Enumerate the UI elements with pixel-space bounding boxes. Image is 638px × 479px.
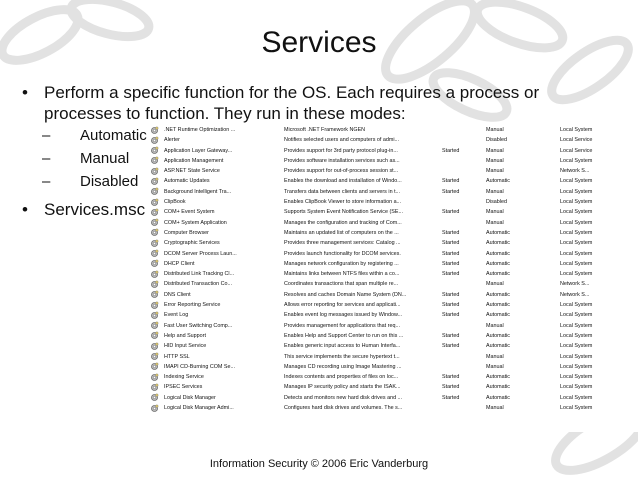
service-row [150, 135, 638, 145]
service-name: COM+ System Application [164, 219, 227, 226]
bullet-dot: • [22, 200, 28, 219]
service-status: Started [442, 384, 460, 391]
service-status: Started [442, 312, 460, 319]
service-row [150, 218, 638, 228]
service-description: Provides support for 3rd party protocol plug-in... [284, 147, 398, 154]
sub-bullet-dash: – [42, 173, 51, 190]
service-row [150, 362, 638, 372]
service-log-on-as: Network S... [560, 168, 590, 175]
service-status: Started [442, 302, 460, 309]
service-row [150, 290, 638, 300]
service-description: Provides launch functionality for DCOM services. [284, 250, 401, 257]
service-name: Error Reporting Service [164, 302, 221, 309]
service-description: Notifies selected users and computers of admi... [284, 137, 400, 144]
service-description: Supports System Event Notification Service (SE... [284, 209, 403, 216]
service-row [150, 403, 638, 413]
service-startup-type: Manual [486, 209, 504, 216]
service-log-on-as: Local System [560, 188, 593, 195]
gear-icon [150, 393, 159, 402]
service-name: Computer Browser [164, 229, 209, 236]
service-startup-type: Automatic [486, 229, 510, 236]
service-status: Started [442, 394, 460, 401]
service-log-on-as: Local System [560, 229, 593, 236]
service-log-on-as: Local Service [560, 147, 593, 154]
service-name: IMAPI CD-Burning COM Se... [164, 363, 235, 370]
service-name: Logical Disk Manager [164, 394, 216, 401]
service-log-on-as: Local System [560, 384, 593, 391]
services-list-screenshot [150, 125, 638, 432]
service-startup-type: Automatic [486, 250, 510, 257]
service-status: Started [442, 291, 460, 298]
service-name: Cryptographic Services [164, 240, 220, 247]
sub-bullet-text: Manual [80, 150, 130, 167]
bullet-dot: • [22, 83, 28, 102]
service-log-on-as: Local System [560, 312, 593, 319]
service-name: Automatic Updates [164, 178, 210, 185]
gear-icon [150, 362, 159, 371]
service-name: .NET Runtime Optimization ... [164, 127, 236, 133]
service-startup-type: Automatic [486, 384, 510, 391]
service-startup-type: Automatic [486, 178, 510, 185]
gear-icon [150, 259, 159, 268]
service-description: This service implements the secure hypertext t... [284, 353, 400, 360]
service-name: ASP.NET State Service [164, 168, 220, 175]
service-row [150, 166, 638, 176]
gear-icon [150, 321, 159, 330]
service-startup-type: Automatic [486, 332, 510, 339]
service-description: Resolves and caches Domain Name System (DN... [284, 291, 407, 298]
service-startup-type: Disabled [486, 199, 507, 206]
service-name: Indexing Service [164, 374, 204, 381]
gear-icon [150, 177, 159, 186]
sub-bullet-dash: – [42, 127, 51, 144]
service-row [150, 279, 638, 289]
bullet-text: Perform a specific function for the OS. Each requires a process or processes to function. They run in these modes: [44, 83, 540, 123]
service-row [150, 156, 638, 166]
gear-icon [150, 311, 159, 320]
service-description: Provides management for applications that req... [284, 322, 400, 329]
service-startup-type: Automatic [486, 302, 510, 309]
service-name: Help and Support [164, 332, 206, 339]
service-name: ClipBook [164, 199, 186, 206]
service-name: DCOM Server Process Laun... [164, 250, 237, 257]
service-name: COM+ Event System [164, 209, 215, 216]
gear-icon [150, 187, 159, 196]
sub-bullet-text: Disabled [80, 173, 139, 190]
gear-icon [150, 136, 159, 145]
service-startup-type: Automatic [486, 374, 510, 381]
service-name: Distributed Transaction Co... [164, 281, 233, 288]
bullet-item [22, 82, 612, 124]
service-status: Started [442, 178, 460, 185]
service-log-on-as: Local System [560, 178, 593, 185]
service-log-on-as: Local System [560, 302, 593, 309]
service-startup-type: Manual [486, 281, 504, 288]
service-row [150, 259, 638, 269]
service-description: Manages IP security policy and starts the ISAK... [284, 384, 401, 391]
service-log-on-as: Local System [560, 343, 593, 350]
service-status: Started [442, 332, 460, 339]
service-status: Started [442, 271, 460, 278]
service-status: Started [442, 343, 460, 350]
service-startup-type: Manual [486, 127, 504, 133]
service-status: Started [442, 147, 460, 154]
service-log-on-as: Local System [560, 374, 593, 381]
service-description: Provides support for out-of-process session st... [284, 168, 399, 175]
service-description: Transfers data between clients and servers in t... [284, 188, 401, 195]
service-name: IPSEC Services [164, 384, 203, 391]
service-startup-type: Automatic [486, 343, 510, 350]
service-log-on-as: Local System [560, 240, 593, 247]
gear-icon [150, 126, 159, 135]
service-log-on-as: Local System [560, 353, 593, 360]
sub-bullet-text: Automatic [80, 127, 147, 144]
gear-icon [150, 331, 159, 340]
gear-icon [150, 239, 159, 248]
service-startup-type: Manual [486, 322, 504, 329]
service-row [150, 300, 638, 310]
service-name: HID Input Service [164, 343, 207, 350]
service-row [150, 228, 638, 238]
service-log-on-as: Network S... [560, 281, 590, 288]
service-log-on-as: Local System [560, 363, 593, 370]
service-row [150, 197, 638, 207]
gear-icon [150, 352, 159, 361]
service-description: Enables generic input access to Human Interfa... [284, 343, 401, 350]
service-log-on-as: Network S... [560, 291, 590, 298]
service-startup-type: Manual [486, 353, 504, 360]
service-description: Enables the download and installation of Windo... [284, 178, 402, 185]
service-description: Microsoft .NET Framework NGEN [284, 127, 366, 133]
service-status: Started [442, 229, 460, 236]
service-name: DHCP Client [164, 260, 195, 267]
service-startup-type: Automatic [486, 240, 510, 247]
service-startup-type: Manual [486, 363, 504, 370]
service-name: Background Intelligent Tra... [164, 188, 232, 195]
service-log-on-as: Local System [560, 209, 593, 216]
service-log-on-as: Local System [560, 199, 593, 206]
service-startup-type: Automatic [486, 394, 510, 401]
service-status: Started [442, 374, 460, 381]
service-log-on-as: Local System [560, 250, 593, 257]
service-startup-type: Automatic [486, 260, 510, 267]
service-startup-type: Automatic [486, 271, 510, 278]
service-log-on-as: Local System [560, 260, 593, 267]
service-log-on-as: Local System [560, 157, 593, 164]
service-log-on-as: Local Service [560, 137, 593, 144]
gear-icon [150, 218, 159, 227]
service-row [150, 310, 638, 320]
service-startup-type: Manual [486, 157, 504, 164]
service-row [150, 269, 638, 279]
service-startup-type: Disabled [486, 137, 507, 144]
service-log-on-as: Local System [560, 219, 593, 226]
service-row [150, 187, 638, 197]
service-row [150, 146, 638, 156]
service-row [150, 393, 638, 403]
gear-icon [150, 383, 159, 392]
service-log-on-as: Local System [560, 332, 593, 339]
service-status: Started [442, 188, 460, 195]
bullet-text: Services.msc [44, 200, 146, 219]
service-description: Configures hard disk drives and volumes. The s... [284, 405, 403, 412]
sub-bullet-dash: – [42, 150, 51, 167]
service-startup-type: Manual [486, 188, 504, 195]
service-description: Maintains links between NTFS files within a co... [284, 271, 400, 278]
service-description: Manages the configuration and tracking of Com... [284, 219, 402, 226]
service-row [150, 341, 638, 351]
service-log-on-as: Local System [560, 394, 593, 401]
service-name: Event Log [164, 312, 189, 319]
service-row [150, 249, 638, 259]
service-name: DNS Client [164, 291, 191, 298]
service-log-on-as: Local System [560, 405, 593, 412]
service-row [150, 382, 638, 392]
service-description: Enables Help and Support Center to run on this ... [284, 332, 404, 339]
service-row [150, 207, 638, 217]
service-row [150, 352, 638, 362]
service-description: Coordinates transactions that span multiple re... [284, 281, 399, 288]
service-description: Detects and monitors new hard disk drives and ... [284, 394, 403, 401]
service-description: Provides software installation services such as... [284, 157, 400, 164]
service-startup-type: Automatic [486, 291, 510, 298]
service-row [150, 125, 638, 135]
gear-icon [150, 270, 159, 279]
gear-icon [150, 280, 159, 289]
gear-icon [150, 198, 159, 207]
gear-icon [150, 167, 159, 176]
service-name: Application Layer Gateway... [164, 147, 233, 154]
service-startup-type: Manual [486, 168, 504, 175]
service-description: Manages network configuration by registering ... [284, 260, 399, 267]
service-log-on-as: Local System [560, 322, 593, 329]
service-status: Started [442, 209, 460, 216]
service-description: Indexes contents and properties of files on loc... [284, 374, 399, 381]
gear-icon [150, 290, 159, 299]
service-row [150, 176, 638, 186]
service-description: Allows error reporting for services and applicati... [284, 302, 401, 309]
service-description: Enables event log messages issued by Window... [284, 312, 403, 319]
gear-icon [150, 301, 159, 310]
gear-icon [150, 342, 159, 351]
gear-icon [150, 156, 159, 165]
service-log-on-as: Local System [560, 271, 593, 278]
service-description: Manages CD recording using Image Mastering ... [284, 363, 402, 370]
service-name: Logical Disk Manager Admi... [164, 405, 234, 412]
gear-icon [150, 404, 159, 413]
service-status: Started [442, 260, 460, 267]
service-startup-type: Automatic [486, 312, 510, 319]
service-description: Maintains an updated list of computers on the ... [284, 229, 399, 236]
service-name: Alerter [164, 137, 180, 144]
service-name: Application Management [164, 157, 224, 164]
gear-icon [150, 249, 159, 258]
gear-icon [150, 146, 159, 155]
gear-icon [150, 373, 159, 382]
service-name: Fast User Switching Comp... [164, 322, 233, 329]
service-name: Distributed Link Tracking Cl... [164, 271, 235, 278]
service-description: Provides three management services: Catalog ... [284, 240, 401, 247]
service-description: Enables ClipBook Viewer to store information a... [284, 199, 402, 206]
service-startup-type: Manual [486, 405, 504, 412]
service-status: Started [442, 250, 460, 257]
service-row [150, 321, 638, 331]
service-row [150, 372, 638, 382]
service-row [150, 331, 638, 341]
service-startup-type: Manual [486, 147, 504, 154]
gear-icon [150, 228, 159, 237]
service-startup-type: Manual [486, 219, 504, 226]
service-name: HTTP SSL [164, 353, 190, 360]
service-log-on-as: Local System [560, 127, 593, 133]
service-row [150, 238, 638, 248]
gear-icon [150, 208, 159, 217]
slide-footer: Information Security © 2006 Eric Vanderburg [209, 458, 429, 470]
service-status: Started [442, 240, 460, 247]
slide-title: Services [261, 26, 377, 59]
